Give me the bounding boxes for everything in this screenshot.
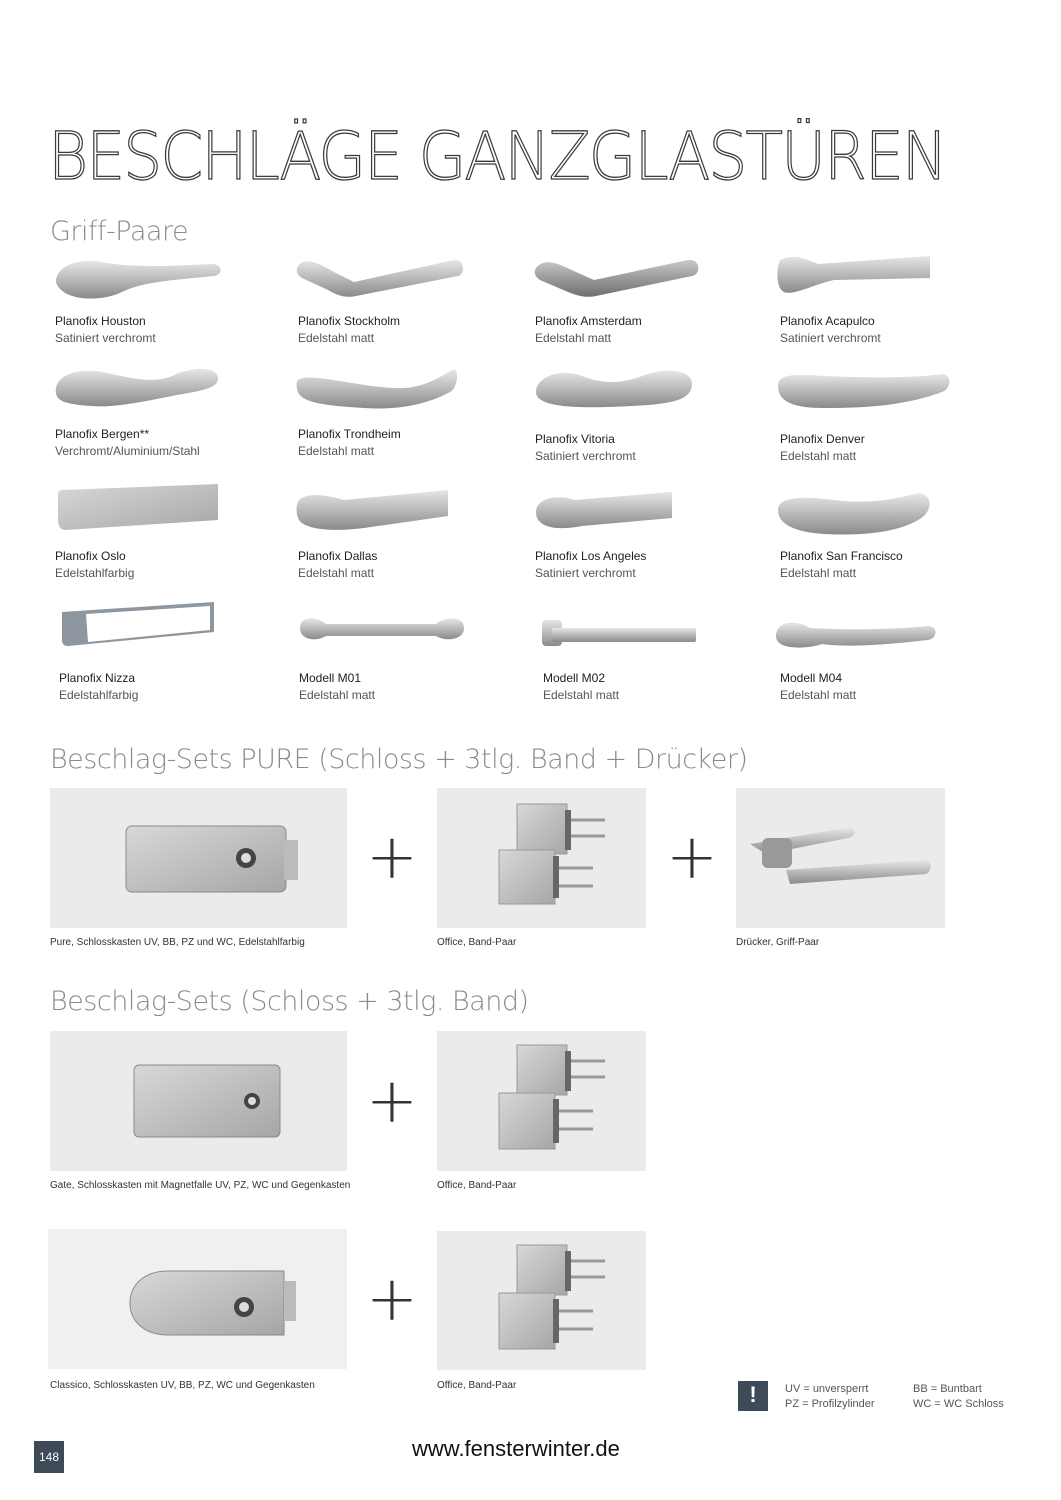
legend-pz: PZ = Profilzylinder (785, 1398, 875, 1410)
handle-image-stockholm (294, 252, 466, 302)
website-url[interactable]: www.fensterwinter.de (412, 1436, 620, 1461)
page-title: BESCHLÄGE GANZGLASTÜREN (48, 118, 946, 195)
hinge-photo-pure (437, 788, 646, 928)
legend-wc: WC = WC Schloss (913, 1398, 1004, 1410)
hinge-photo-gate (437, 1031, 646, 1171)
product-name: Planofix Acapulco (780, 314, 875, 328)
handle-image-trondheim (294, 364, 459, 414)
product-finish: Edelstahl matt (298, 566, 375, 580)
handle-image-m04 (772, 614, 940, 656)
product-name: Planofix Los Angeles (535, 549, 647, 563)
legend-uv: UV = unversperrt (785, 1383, 869, 1395)
lock-photo-classico (48, 1229, 347, 1369)
lever-photo-pure (736, 788, 945, 928)
product-name: Planofix Amsterdam (535, 314, 642, 328)
handle-image-dallas (294, 486, 454, 536)
product-finish: Edelstahl matt (298, 444, 375, 458)
product-finish: Verchromt/Aluminium/Stahl (55, 444, 200, 458)
handle-image-vitoria (532, 364, 697, 414)
product-name: Modell M01 (299, 671, 362, 685)
plus-sign: + (366, 820, 418, 893)
handle-image-amsterdam (532, 252, 702, 302)
caption: Classico, Schlosskasten UV, BB, PZ, WC und Gegenkasten (50, 1380, 315, 1391)
handle-image-bergen (52, 362, 224, 412)
plus-sign: + (366, 1262, 418, 1335)
product-finish: Edelstahl matt (543, 688, 620, 702)
handle-image-houston (52, 252, 227, 302)
product-finish: Edelstahlfarbig (59, 688, 139, 702)
product-name: Modell M04 (780, 671, 843, 685)
handle-image-los-angeles (532, 488, 677, 538)
product-name: Planofix Stockholm (298, 314, 401, 328)
caption: Drücker, Griff-Paar (736, 937, 820, 948)
product-finish: Satiniert verchromt (535, 449, 636, 463)
page-number: 148 (34, 1441, 64, 1473)
legend-bb: BB = Buntbart (913, 1383, 982, 1395)
handle-image-nizza (58, 598, 220, 650)
handle-image-denver (774, 366, 954, 416)
product-name: Planofix Vitoria (535, 432, 615, 446)
product-name: Planofix Oslo (55, 549, 126, 563)
section-sets: Beschlag-Sets (Schloss + 3tlg. Band) (50, 986, 529, 1017)
product-name: Planofix Denver (780, 432, 865, 446)
hinge-photo-classico (437, 1231, 646, 1370)
product-name: Planofix Bergen** (55, 427, 150, 441)
product-name: Modell M02 (543, 671, 606, 685)
handle-image-oslo (56, 480, 222, 536)
lock-photo-gate (50, 1031, 347, 1171)
lock-photo-pure (50, 788, 347, 928)
product-finish: Satiniert verchromt (780, 331, 881, 345)
product-finish: Satiniert verchromt (55, 331, 156, 345)
product-name: Planofix San Francisco (780, 549, 903, 563)
product-finish: Edelstahl matt (535, 331, 612, 345)
product-finish: Edelstahl matt (780, 566, 857, 580)
plus-sign: + (366, 1064, 418, 1137)
product-finish: Edelstahl matt (299, 688, 376, 702)
product-finish: Edelstahl matt (298, 331, 375, 345)
handle-image-acapulco (774, 250, 936, 300)
product-finish: Satiniert verchromt (535, 566, 636, 580)
product-name: Planofix Houston (55, 314, 146, 328)
handle-image-san-francisco (774, 488, 934, 540)
product-name: Planofix Trondheim (298, 427, 401, 441)
caption: Pure, Schlosskasten UV, BB, PZ und WC, Edelstahlfarbig (50, 937, 305, 948)
caption: Office, Band-Paar (437, 937, 517, 948)
product-finish: Edelstahl matt (780, 449, 857, 463)
product-finish: Edelstahlfarbig (55, 566, 135, 580)
plus-sign: + (666, 820, 718, 893)
product-name: Planofix Nizza (59, 671, 136, 685)
caption: Gate, Schlosskasten mit Magnetfalle UV, PZ, WC und Gegenkasten (50, 1180, 351, 1191)
product-name: Planofix Dallas (298, 549, 378, 563)
info-icon: ! (738, 1381, 768, 1411)
product-finish: Edelstahl matt (780, 688, 857, 702)
handle-image-m02 (538, 616, 698, 650)
caption: Office, Band-Paar (437, 1180, 517, 1191)
section-griff-paare: Griff-Paare (50, 216, 189, 247)
caption: Office, Band-Paar (437, 1380, 517, 1391)
handle-image-m01 (296, 612, 468, 648)
section-pure-sets: Beschlag-Sets PURE (Schloss + 3tlg. Band + Drücker) (50, 744, 748, 775)
